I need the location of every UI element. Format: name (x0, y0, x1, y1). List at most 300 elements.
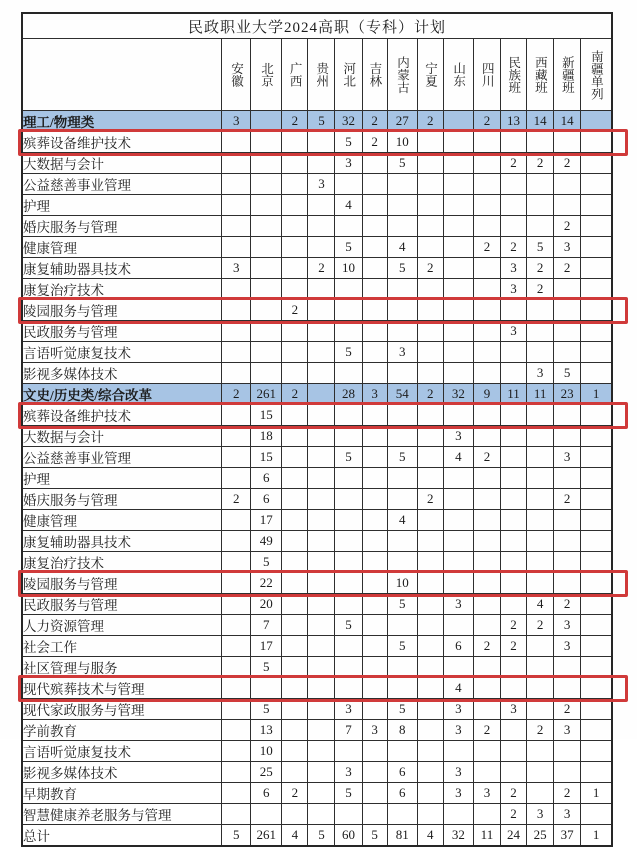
value-cell (362, 741, 387, 762)
value-cell (387, 300, 417, 321)
value-cell (417, 174, 443, 195)
value-cell (500, 195, 526, 216)
row-label: 智慧健康养老服务与管理 (22, 804, 222, 825)
value-cell (500, 489, 526, 510)
value-cell (527, 636, 554, 657)
value-cell (387, 468, 417, 489)
value-cell (581, 489, 612, 510)
value-cell (222, 216, 251, 237)
value-cell: 3 (473, 783, 500, 804)
value-cell (335, 489, 362, 510)
program-row (22, 132, 612, 153)
value-cell (443, 237, 473, 258)
value-cell (581, 615, 612, 636)
value-cell (554, 741, 581, 762)
value-cell (282, 447, 308, 468)
value-cell: 60 (335, 825, 362, 847)
value-cell (282, 363, 308, 384)
value-cell (362, 300, 387, 321)
row-label: 健康管理 (22, 237, 222, 258)
value-cell (282, 552, 308, 573)
value-cell (473, 594, 500, 615)
value-cell (417, 426, 443, 447)
program-row (22, 762, 612, 783)
value-cell (362, 405, 387, 426)
program-row (22, 552, 612, 573)
value-cell: 3 (527, 363, 554, 384)
program-row (22, 783, 612, 804)
value-cell (527, 132, 554, 153)
value-cell (581, 342, 612, 363)
value-cell: 5 (251, 657, 282, 678)
value-cell (362, 342, 387, 363)
value-cell (417, 216, 443, 237)
value-cell (473, 132, 500, 153)
value-cell (443, 174, 473, 195)
value-cell: 5 (387, 699, 417, 720)
row-label: 康复辅助器具技术 (22, 258, 222, 279)
value-cell: 2 (554, 216, 581, 237)
value-cell: 3 (500, 258, 526, 279)
value-cell (335, 678, 362, 699)
value-cell: 25 (251, 762, 282, 783)
value-cell (282, 174, 308, 195)
value-cell (335, 405, 362, 426)
value-cell (335, 573, 362, 594)
value-cell (554, 279, 581, 300)
value-cell (251, 216, 282, 237)
value-cell (222, 237, 251, 258)
value-cell (527, 531, 554, 552)
value-cell: 5 (308, 825, 335, 847)
value-cell (443, 132, 473, 153)
program-row (22, 720, 612, 741)
column-header-label: 新疆班 (560, 55, 575, 94)
row-label: 健康管理 (22, 510, 222, 531)
value-cell: 1 (581, 384, 612, 405)
value-cell: 2 (417, 489, 443, 510)
value-cell (308, 552, 335, 573)
row-label: 公益慈善事业管理 (22, 174, 222, 195)
value-cell (581, 300, 612, 321)
value-cell (417, 447, 443, 468)
value-cell: 5 (335, 342, 362, 363)
value-cell (417, 762, 443, 783)
value-cell (417, 594, 443, 615)
value-cell: 3 (335, 762, 362, 783)
row-label: 社区管理与服务 (22, 657, 222, 678)
value-cell: 14 (527, 111, 554, 132)
value-cell (527, 510, 554, 531)
value-cell (335, 741, 362, 762)
value-cell (500, 342, 526, 363)
value-cell (473, 678, 500, 699)
value-cell: 261 (251, 825, 282, 847)
value-cell: 8 (387, 720, 417, 741)
value-cell: 2 (362, 132, 387, 153)
value-cell (308, 132, 335, 153)
value-cell (527, 552, 554, 573)
value-cell (222, 783, 251, 804)
value-cell (417, 342, 443, 363)
value-cell (222, 321, 251, 342)
value-cell: 4 (527, 594, 554, 615)
value-cell (581, 279, 612, 300)
value-cell (473, 699, 500, 720)
value-cell (581, 426, 612, 447)
value-cell (527, 699, 554, 720)
value-cell (527, 468, 554, 489)
column-header-label: 吉林 (367, 62, 382, 87)
value-cell (222, 132, 251, 153)
program-row (22, 300, 612, 321)
value-cell: 13 (500, 111, 526, 132)
value-cell: 3 (443, 426, 473, 447)
value-cell (362, 615, 387, 636)
value-cell (387, 741, 417, 762)
value-cell (222, 195, 251, 216)
value-cell (554, 132, 581, 153)
value-cell (362, 279, 387, 300)
value-cell (251, 321, 282, 342)
value-cell: 5 (527, 237, 554, 258)
value-cell (251, 363, 282, 384)
value-cell (500, 132, 526, 153)
row-label: 护理 (22, 195, 222, 216)
value-cell: 2 (308, 258, 335, 279)
value-cell (222, 300, 251, 321)
value-cell (581, 720, 612, 741)
value-cell: 13 (251, 720, 282, 741)
column-header (581, 39, 612, 111)
value-cell (282, 699, 308, 720)
value-cell (581, 258, 612, 279)
value-cell (473, 489, 500, 510)
value-cell: 3 (554, 237, 581, 258)
value-cell (417, 195, 443, 216)
value-cell: 2 (473, 636, 500, 657)
value-cell: 2 (500, 804, 526, 825)
value-cell (527, 195, 554, 216)
value-cell (527, 741, 554, 762)
value-cell (222, 552, 251, 573)
value-cell (473, 300, 500, 321)
value-cell (251, 111, 282, 132)
value-cell (473, 531, 500, 552)
value-cell: 5 (387, 258, 417, 279)
row-label: 现代家政服务与管理 (22, 699, 222, 720)
value-cell (282, 531, 308, 552)
program-row (22, 237, 612, 258)
value-cell: 2 (554, 489, 581, 510)
value-cell: 10 (335, 258, 362, 279)
value-cell: 3 (222, 258, 251, 279)
column-header (473, 39, 500, 111)
value-cell (282, 405, 308, 426)
value-cell (581, 531, 612, 552)
value-cell: 3 (527, 804, 554, 825)
row-label: 文史/历史类/综合改革 (22, 384, 222, 405)
value-cell: 5 (251, 552, 282, 573)
program-row (22, 426, 612, 447)
value-cell (500, 594, 526, 615)
row-label: 陵园服务与管理 (22, 300, 222, 321)
value-cell (527, 321, 554, 342)
value-cell (554, 174, 581, 195)
row-label: 大数据与会计 (22, 153, 222, 174)
value-cell (387, 363, 417, 384)
value-cell (222, 804, 251, 825)
value-cell: 2 (282, 111, 308, 132)
value-cell: 2 (222, 384, 251, 405)
admission-plan-table (21, 12, 613, 847)
row-label: 公益慈善事业管理 (22, 447, 222, 468)
value-cell (417, 321, 443, 342)
value-cell (251, 237, 282, 258)
value-cell (500, 510, 526, 531)
row-label: 殡葬设备维护技术 (22, 132, 222, 153)
value-cell (282, 489, 308, 510)
value-cell (308, 804, 335, 825)
value-cell (308, 657, 335, 678)
program-row (22, 741, 612, 762)
value-cell: 2 (473, 447, 500, 468)
value-cell (335, 300, 362, 321)
total-row (22, 825, 612, 847)
value-cell (308, 447, 335, 468)
value-cell (335, 279, 362, 300)
value-cell: 3 (443, 594, 473, 615)
section-header-row (22, 111, 612, 132)
value-cell: 6 (251, 783, 282, 804)
value-cell (554, 552, 581, 573)
value-cell: 20 (251, 594, 282, 615)
value-cell (500, 552, 526, 573)
program-row (22, 363, 612, 384)
value-cell: 5 (387, 636, 417, 657)
value-cell (443, 111, 473, 132)
value-cell: 3 (222, 111, 251, 132)
value-cell (417, 237, 443, 258)
value-cell (282, 321, 308, 342)
value-cell (282, 216, 308, 237)
row-label: 理工/物理类 (22, 111, 222, 132)
value-cell: 11 (473, 825, 500, 847)
value-cell (362, 426, 387, 447)
value-cell (362, 447, 387, 468)
column-header-label: 南疆单列 (589, 49, 604, 100)
value-cell (500, 531, 526, 552)
title-row (22, 13, 612, 39)
value-cell: 2 (554, 258, 581, 279)
row-label: 影视多媒体技术 (22, 762, 222, 783)
value-cell (335, 321, 362, 342)
value-cell (581, 363, 612, 384)
value-cell (308, 783, 335, 804)
value-cell: 17 (251, 636, 282, 657)
value-cell: 2 (362, 111, 387, 132)
value-cell: 2 (282, 300, 308, 321)
value-cell (251, 678, 282, 699)
value-cell (222, 531, 251, 552)
program-row (22, 573, 612, 594)
value-cell (527, 762, 554, 783)
value-cell (387, 678, 417, 699)
column-header-label: 民族班 (506, 55, 521, 94)
value-cell (527, 573, 554, 594)
value-cell: 5 (308, 111, 335, 132)
value-cell (554, 321, 581, 342)
value-cell (251, 153, 282, 174)
value-cell: 3 (387, 342, 417, 363)
value-cell (527, 174, 554, 195)
value-cell (308, 573, 335, 594)
value-cell (251, 258, 282, 279)
value-cell (335, 174, 362, 195)
program-row (22, 510, 612, 531)
row-label: 民政服务与管理 (22, 594, 222, 615)
value-cell (417, 720, 443, 741)
value-cell (308, 510, 335, 531)
value-cell (335, 636, 362, 657)
value-cell: 3 (500, 279, 526, 300)
value-cell (443, 216, 473, 237)
row-label: 婚庆服务与管理 (22, 489, 222, 510)
value-cell (308, 636, 335, 657)
value-cell (362, 804, 387, 825)
value-cell (581, 468, 612, 489)
value-cell (581, 741, 612, 762)
value-cell (282, 426, 308, 447)
value-cell (282, 741, 308, 762)
value-cell (527, 447, 554, 468)
value-cell (362, 657, 387, 678)
value-cell (251, 132, 282, 153)
value-cell (335, 594, 362, 615)
value-cell: 2 (222, 489, 251, 510)
value-cell: 17 (251, 510, 282, 531)
value-cell (335, 216, 362, 237)
value-cell (387, 615, 417, 636)
column-header (443, 39, 473, 111)
value-cell (362, 573, 387, 594)
value-cell (581, 804, 612, 825)
value-cell (222, 405, 251, 426)
row-label: 陵园服务与管理 (22, 573, 222, 594)
program-row (22, 699, 612, 720)
column-header-label: 河北 (341, 62, 356, 87)
value-cell (417, 699, 443, 720)
value-cell (500, 678, 526, 699)
value-cell (500, 762, 526, 783)
row-label: 学前教育 (22, 720, 222, 741)
value-cell: 15 (251, 447, 282, 468)
value-cell: 2 (417, 384, 443, 405)
value-cell: 3 (443, 783, 473, 804)
value-cell (473, 342, 500, 363)
value-cell (443, 195, 473, 216)
value-cell (417, 804, 443, 825)
value-cell: 5 (335, 447, 362, 468)
value-cell (554, 657, 581, 678)
program-row (22, 489, 612, 510)
value-cell (308, 762, 335, 783)
row-label: 言语听觉康复技术 (22, 342, 222, 363)
value-cell (387, 531, 417, 552)
value-cell (308, 279, 335, 300)
value-cell (581, 111, 612, 132)
value-cell (251, 195, 282, 216)
value-cell (473, 804, 500, 825)
value-cell (500, 741, 526, 762)
value-cell: 5 (362, 825, 387, 847)
column-header (282, 39, 308, 111)
value-cell: 2 (527, 720, 554, 741)
value-cell (222, 678, 251, 699)
value-cell (500, 573, 526, 594)
value-cell: 2 (527, 153, 554, 174)
value-cell: 15 (251, 405, 282, 426)
value-cell (222, 468, 251, 489)
value-cell (554, 762, 581, 783)
value-cell: 5 (387, 447, 417, 468)
value-cell (362, 699, 387, 720)
value-cell: 11 (500, 384, 526, 405)
value-cell (222, 594, 251, 615)
value-cell (335, 552, 362, 573)
value-cell (527, 342, 554, 363)
value-cell: 2 (554, 594, 581, 615)
column-header (527, 39, 554, 111)
value-cell (387, 489, 417, 510)
value-cell: 5 (222, 825, 251, 847)
value-cell: 5 (554, 363, 581, 384)
value-cell (308, 468, 335, 489)
column-header (500, 39, 526, 111)
column-header-label: 广西 (288, 62, 303, 87)
value-cell: 3 (554, 636, 581, 657)
value-cell (335, 510, 362, 531)
value-cell (527, 657, 554, 678)
value-cell (554, 531, 581, 552)
value-cell: 2 (554, 153, 581, 174)
column-header (387, 39, 417, 111)
value-cell: 23 (554, 384, 581, 405)
value-cell (387, 195, 417, 216)
value-cell (222, 720, 251, 741)
value-cell (473, 405, 500, 426)
value-cell: 4 (443, 678, 473, 699)
value-cell: 6 (251, 468, 282, 489)
value-cell: 11 (527, 384, 554, 405)
column-header (417, 39, 443, 111)
value-cell: 2 (554, 783, 581, 804)
value-cell: 2 (527, 615, 554, 636)
value-cell: 27 (387, 111, 417, 132)
value-cell (282, 237, 308, 258)
value-cell: 4 (387, 237, 417, 258)
value-cell: 5 (335, 237, 362, 258)
value-cell (282, 195, 308, 216)
value-cell (282, 720, 308, 741)
value-cell (222, 426, 251, 447)
value-cell (362, 489, 387, 510)
column-header-label: 北京 (259, 62, 274, 87)
value-cell (387, 804, 417, 825)
value-cell (335, 804, 362, 825)
value-cell (443, 531, 473, 552)
value-cell (417, 363, 443, 384)
